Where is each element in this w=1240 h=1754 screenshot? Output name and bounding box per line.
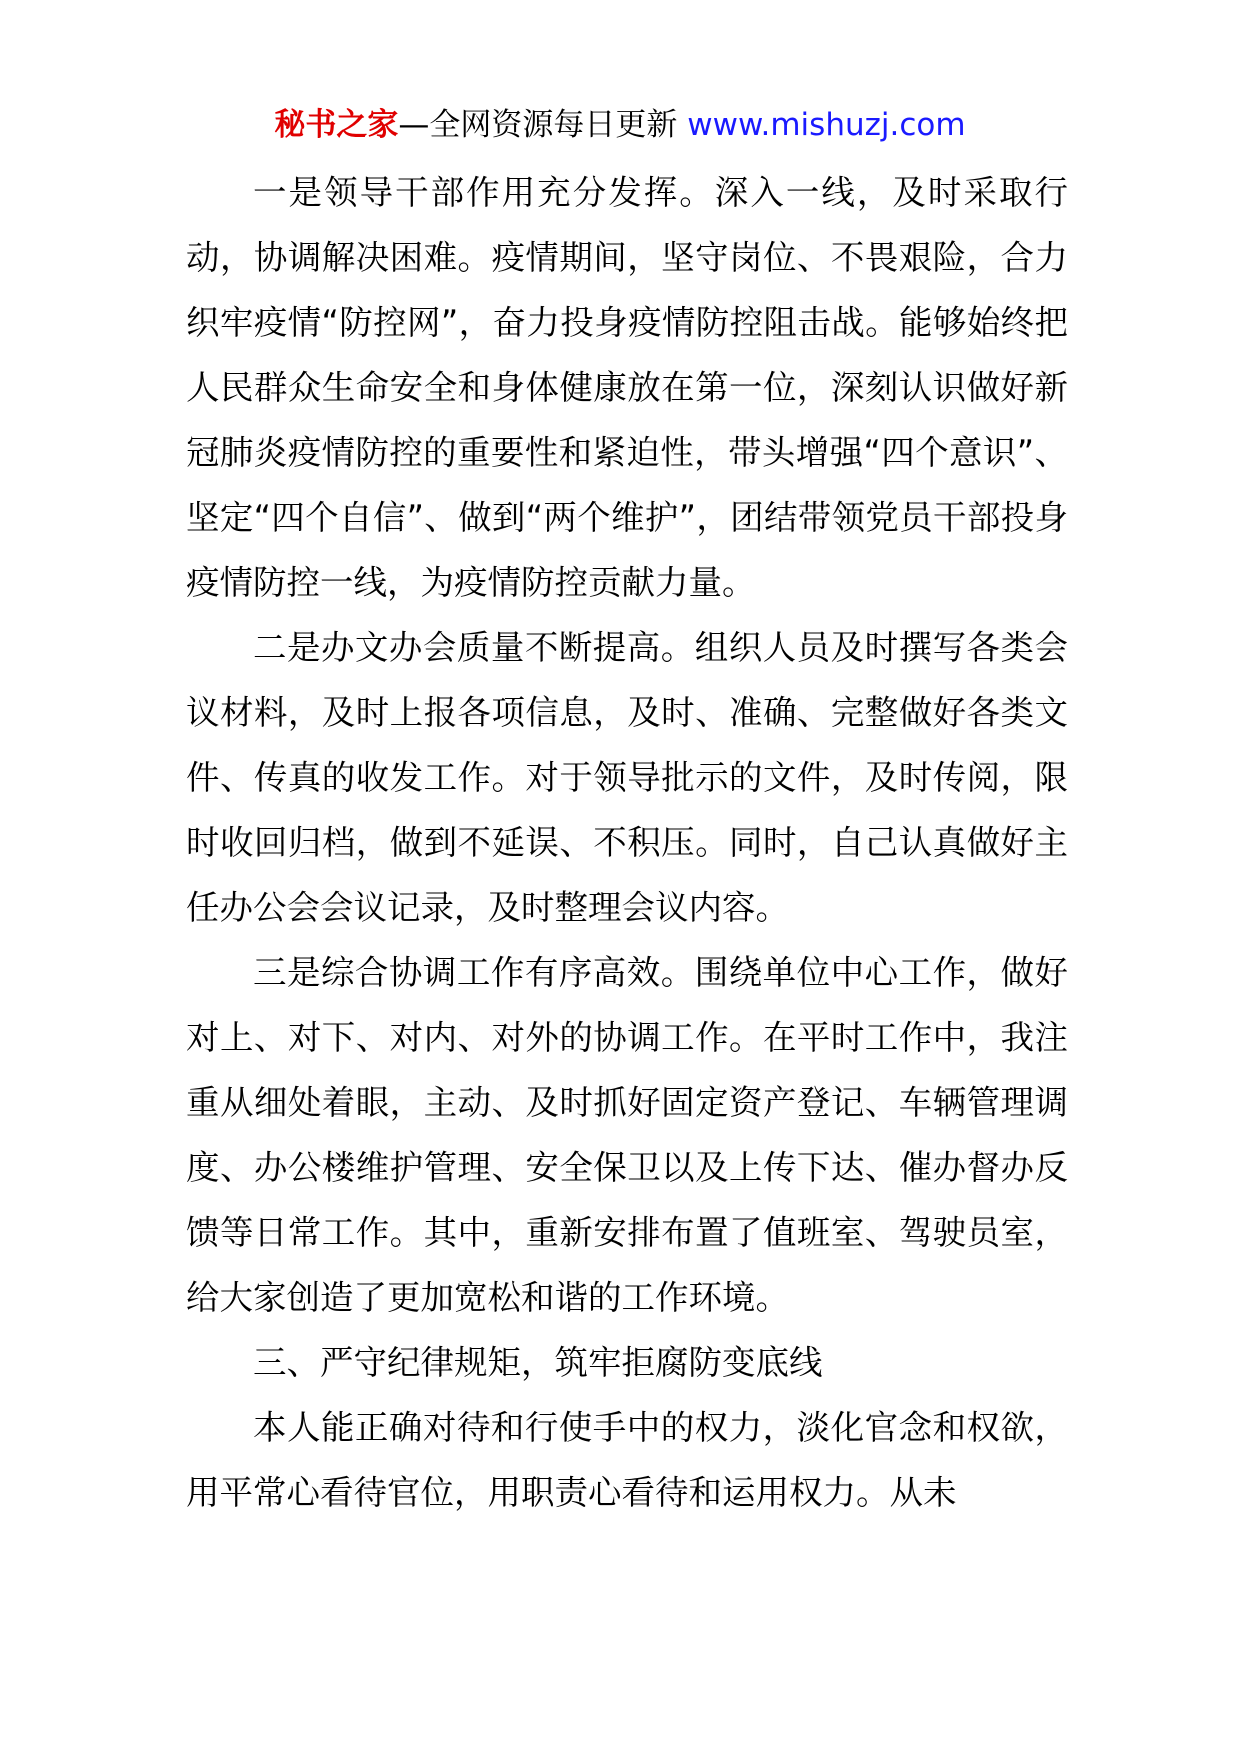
section-heading-discipline: 三、严守纪律规矩，筑牢拒腐防变底线 [253,1343,823,1382]
site-brand: 秘书之家 [274,107,399,143]
paragraph-documents-meetings: 二是办文办会质量不断提高。组织人员及时撰写各类会议材料，及时上报各项信息，及时、准确、完整做好各类文件、传真的收发工作。对于领导批示的文件，及时传阅，限时收回归档，做到不延误、不积压。同时，自己认真做好主任办公会会议记录，及时整理会议内容。 [186,628,1068,927]
site-tagline: —全网资源每日更新 [398,107,688,143]
paragraph-power: 本人能正确对待和行使手中的权力，淡化官念和权欲，用平常心看待官位，用职责心看待和运用权力。从未 [186,1408,1068,1512]
paragraph-coordination: 三是综合协调工作有序高效。围绕单位中心工作，做好对上、对下、对内、对外的协调工作。在平时工作中，我注重从细处着眼，主动、及时抓好固定资产登记、车辆管理调度、办公楼维护管理、安全保卫以及上传下达、催办督办反馈等日常工作。其中，重新安排布置了值班室、驾驶员室，给大家创造了更加宽松和谐的工作环境。 [186,953,1068,1317]
paragraph-leadership: 一是领导干部作用充分发挥。深入一线，及时采取行动，协调解决困难。疫情期间，坚守岗位、不畏艰险，合力织牢疫情“防控网”，奋力投身疫情防控阻击战。能够始终把人民群众生命安全和身体健康放在第一位，深刻认识做好新冠肺炎疫情防控的重要性和紧迫性，带头增强“四个意识”、坚定“四个自信”、做到“两个维护”，团结带领党员干部投身疫情防控一线，为疫情防控贡献力量。 [186,173,1068,602]
site-url-link[interactable]: www.mishuzj.com [687,107,966,143]
document-body [186,160,1068,1525]
site-header [0,104,1240,146]
